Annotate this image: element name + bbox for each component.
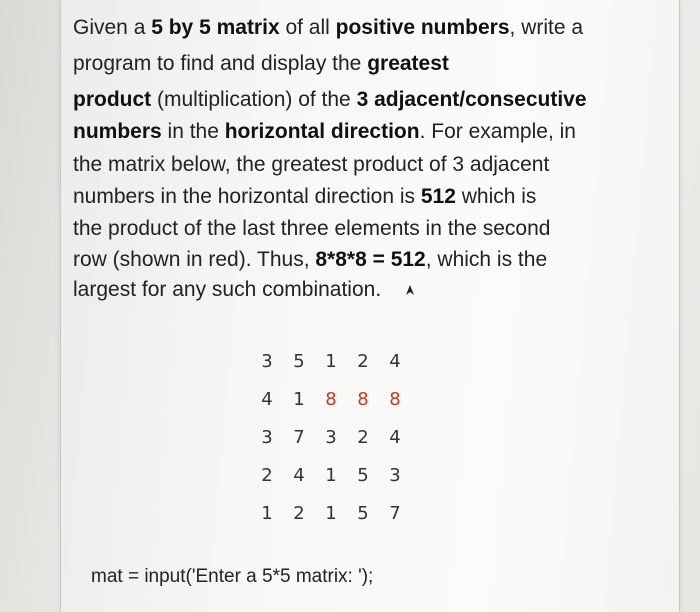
problem-line-6: numbers in the horizontal direction is 512 which is bbox=[73, 185, 537, 208]
problem-line-1: Given a 5 by 5 matrix of all positive numbers, write a bbox=[73, 16, 584, 39]
problem-line-2: program to find and display the greatest bbox=[73, 52, 449, 75]
problem-card bbox=[60, 0, 680, 612]
matrix-row bbox=[251, 456, 411, 494]
problem-line-7: the product of the last three elements in the second bbox=[73, 217, 551, 240]
matrix-cell: 5 bbox=[357, 464, 369, 486]
matrix-cell: 1 bbox=[293, 388, 305, 410]
matrix-cell: 8 bbox=[325, 388, 337, 410]
matrix-cell: 2 bbox=[261, 464, 273, 486]
matrix-cell: 3 bbox=[389, 464, 401, 486]
mouse-pointer-icon bbox=[403, 282, 417, 296]
code-line: mat = input('Enter a 5*5 matrix: '); bbox=[91, 566, 374, 587]
matrix-cell: 1 bbox=[325, 464, 337, 486]
problem-line-9: largest for any such combination. bbox=[73, 278, 382, 301]
matrix-row bbox=[251, 418, 411, 456]
example-matrix bbox=[251, 342, 411, 532]
matrix-cell: 3 bbox=[261, 426, 273, 448]
matrix-cell: 7 bbox=[389, 502, 401, 524]
matrix-cell: 1 bbox=[325, 350, 337, 372]
matrix-cell: 1 bbox=[261, 502, 273, 524]
problem-line-4: numbers in the horizontal direction. For example, in bbox=[73, 120, 576, 143]
matrix-cell: 3 bbox=[325, 426, 337, 448]
matrix-cell: 4 bbox=[261, 388, 273, 410]
matrix-cell: 4 bbox=[389, 426, 401, 448]
matrix-cell: 7 bbox=[293, 426, 305, 448]
matrix-row bbox=[251, 342, 411, 380]
matrix-cell: 3 bbox=[261, 350, 273, 372]
matrix-cell: 5 bbox=[293, 350, 305, 372]
problem-line-8: row (shown in red). Thus, 8*8*8 = 512, which is the bbox=[73, 248, 548, 271]
matrix-row bbox=[251, 494, 411, 532]
matrix-row bbox=[251, 380, 411, 418]
matrix-cell: 8 bbox=[357, 388, 369, 410]
matrix-cell: 8 bbox=[389, 388, 401, 410]
matrix-cell: 1 bbox=[325, 502, 337, 524]
matrix-cell: 2 bbox=[357, 350, 369, 372]
matrix-cell: 4 bbox=[389, 350, 401, 372]
problem-line-5: the matrix below, the greatest product of 3 adjacent bbox=[73, 153, 550, 176]
matrix-cell: 2 bbox=[293, 502, 305, 524]
problem-line-3: product (multiplication) of the 3 adjacent/consecutive bbox=[73, 88, 587, 111]
matrix-cell: 4 bbox=[293, 464, 305, 486]
matrix-cell: 5 bbox=[357, 502, 369, 524]
matrix-cell: 2 bbox=[357, 426, 369, 448]
